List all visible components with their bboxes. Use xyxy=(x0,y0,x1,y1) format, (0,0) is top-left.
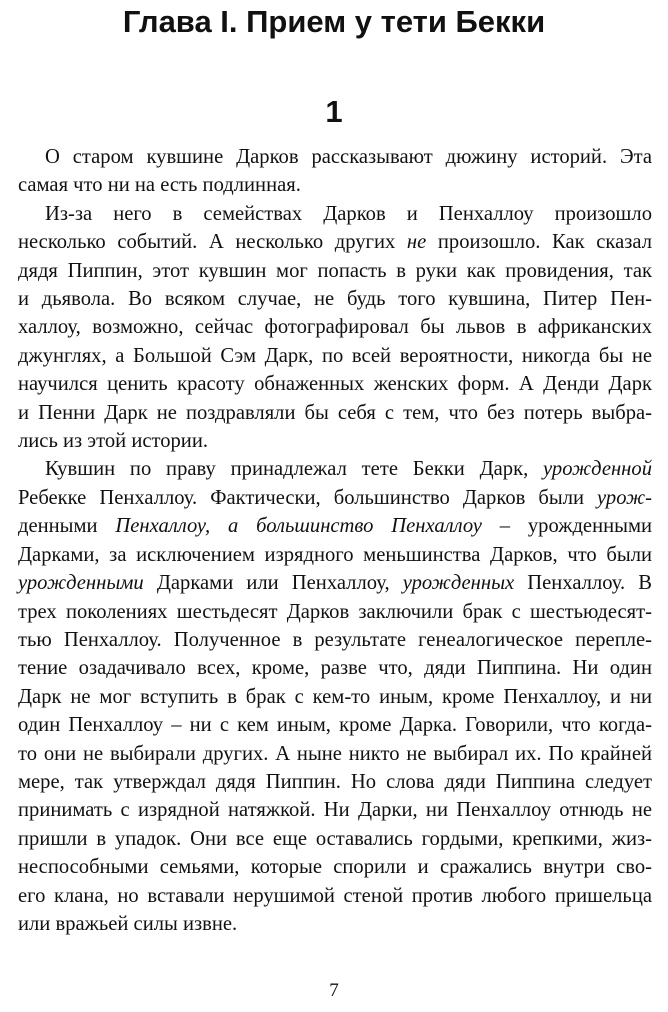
text-run: его клана, но вставали нерушимой стеной против любого пришельца xyxy=(18,884,652,907)
italic-text: Пенхаллоу, а большинство Пенхаллоу – xyxy=(97,515,528,538)
text-run: или вражьей силы извне. xyxy=(18,912,238,935)
text-run: О старом кувшине Дарков рассказывают дюжину историй. Эта xyxy=(45,146,652,168)
text-run: самая что ни на есть подлинная. xyxy=(18,174,301,197)
text-run: произошло. Как сказал xyxy=(426,231,652,254)
text-run: дядя Пиппин, этот кувшин мог попасть в руки как провидения, так xyxy=(18,259,652,282)
text-run: тью Пенхаллоу. Полученное в результате генеалогическое перепле- xyxy=(18,628,652,651)
text-line xyxy=(18,541,652,569)
text-run: тение озадачивало всех, кроме, разве что, дяди Пиппина. Ни один xyxy=(18,657,652,680)
text-run: джунглях, а Большой Сэм Дарк, по всей вероятности, никогда бы не xyxy=(18,344,652,367)
text-line xyxy=(18,882,652,910)
italic-text: не xyxy=(406,231,427,254)
text-run: и Пенни Дарк не поздравляли бы себя с тем, что без потерь выбра- xyxy=(18,401,652,424)
text-run: Дарками, за исключением изрядного меньшинства Дарков, что были xyxy=(18,543,652,566)
text-run: лись из этой истории. xyxy=(18,430,208,453)
text-run: научился ценить красоту обнаженных женских форм. А Денди Дарк xyxy=(18,373,652,396)
body-text xyxy=(18,143,652,938)
text-line xyxy=(18,654,652,682)
text-line xyxy=(18,484,652,512)
text-line xyxy=(18,455,652,483)
text-line xyxy=(18,370,652,398)
text-line xyxy=(18,740,652,768)
text-line xyxy=(18,342,652,370)
text-line xyxy=(18,228,652,256)
text-run: мере, так утверждал дядя Пиппин. Но слова дяди Пиппина следует xyxy=(18,770,652,793)
text-run: денными xyxy=(18,515,98,538)
text-line xyxy=(18,512,652,540)
paragraph xyxy=(18,200,652,456)
text-line xyxy=(18,853,652,881)
text-line xyxy=(18,143,652,171)
text-run: урожденными xyxy=(527,515,652,538)
text-run: Дарками или Пенхаллоу, xyxy=(143,572,403,595)
text-line xyxy=(18,257,652,285)
text-line xyxy=(18,711,652,739)
text-line xyxy=(18,171,652,199)
text-run: то они не выбирали других. А ныне никто не выбирал их. По крайней xyxy=(18,742,652,765)
chapter-title: Глава I. Прием у тети Бекки xyxy=(122,4,546,39)
text-line xyxy=(18,626,652,654)
paragraph xyxy=(18,143,652,200)
italic-text: урожденными xyxy=(18,572,144,595)
text-line xyxy=(18,285,652,313)
italic-text: урожденных xyxy=(402,572,515,595)
text-line xyxy=(18,796,652,824)
text-line xyxy=(18,313,652,341)
text-run: несколько событий. А несколько других xyxy=(18,231,407,254)
text-run: трех поколениях шестьдесят Дарков заключили брак с шестьюдесят- xyxy=(18,600,652,623)
text-run: Дарк не мог вступить в брак с кем-то иным, кроме Пенхаллоу, и ни xyxy=(18,685,652,708)
text-run: Кувшин по праву принадлежал тете Бекки Дарк, xyxy=(45,458,544,481)
italic-text: урож- xyxy=(597,486,652,509)
text-line xyxy=(18,569,652,597)
paragraph xyxy=(18,455,652,938)
text-line xyxy=(18,200,652,228)
page-number: 7 xyxy=(329,980,339,1001)
text-line xyxy=(18,910,652,938)
italic-text: урожденной xyxy=(543,458,652,481)
text-run: Из-за него в семействах Дарков и Пенхаллоу произошло xyxy=(45,202,652,225)
section-number: 1 xyxy=(325,94,343,129)
text-run: один Пенхаллоу – ни с кем иным, кроме Дарка. Говорили, что когда- xyxy=(18,714,652,737)
text-run: и дьявола. Во всяком случае, не будь того кувшина, Питер Пен- xyxy=(18,288,652,311)
text-line xyxy=(18,768,652,796)
text-run: халлоу, возможно, сейчас фотографировал бы львов в африканских xyxy=(18,316,652,339)
text-line xyxy=(18,825,652,853)
text-run: Пенхаллоу. В xyxy=(514,572,652,595)
text-run: неспособными семьями, которые спорили и сражались внутри сво- xyxy=(18,856,652,879)
text-line xyxy=(18,399,652,427)
text-line xyxy=(18,598,652,626)
text-line xyxy=(18,427,652,455)
text-line xyxy=(18,683,652,711)
text-run: принимать с изрядной натяжкой. Ни Дарки, ни Пенхаллоу отнюдь не xyxy=(18,799,652,822)
text-run: Ребекке Пенхаллоу. Фактически, большинство Дарков были xyxy=(18,486,598,509)
text-run: пришли в упадок. Они все еще оставались гордыми, крепкими, жиз- xyxy=(18,827,652,850)
